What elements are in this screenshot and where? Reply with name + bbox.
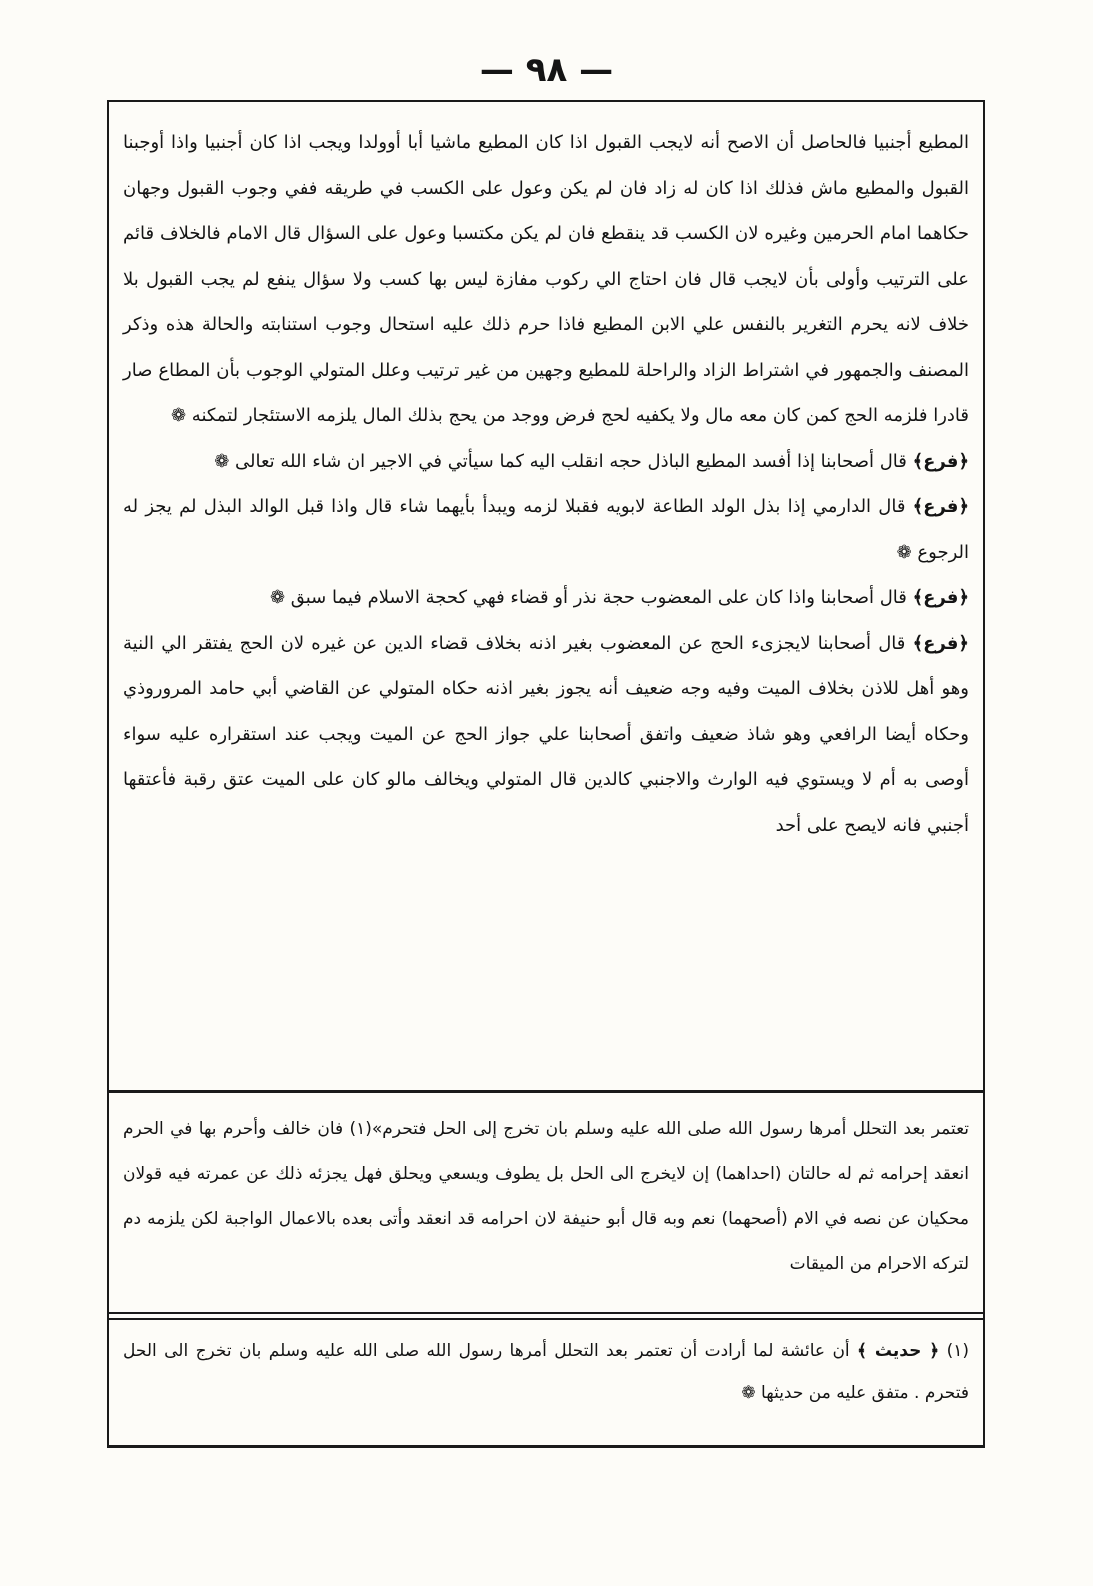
notes-paragraph: تعتمر بعد التحلل أمرها رسول الله صلى الله عليه وسلم بان تخرج إلى الحل فتحرم»(١) فان خالف وأحرم بها في الحرم انعقد إحرامه ثم له حالتان (احداهما) إن لايخرج الى الحل بل يطوف ويسعي ويحلق فهل يجزئه ذلك عن عمرته فيه قولان محكيان عن نصه في الام (أصحهما) نعم وبه قال أبو حنيفة لان احرامه قد انعقد وأتى بعده بالاعمال الواجبة لكن يلزمه دم لتركه الاحرام من الميقات — [123, 1119, 970, 1274]
main-text — [123, 120, 969, 848]
section-label: ﴿فرع﴾ — [912, 587, 969, 608]
section-far — [123, 621, 969, 849]
footnote — [123, 1330, 969, 1414]
section-far — [123, 575, 969, 621]
notes-divider — [109, 1090, 983, 1093]
section-label: ﴿فرع﴾ — [912, 450, 969, 472]
footnote-paragraph — [123, 1330, 969, 1414]
main-paragraph: المطيع أجنبيا فالحاصل أن الاصح أنه لايجب القبول اذا كان المطيع ماشيا أبا أوولدا ويجب اذا كان أجنبيا واذا أوجبنا القبول والمطيع ماش فذلك اذا كان له زاد فان لم يكن وعول على الكسب في طريقه ففي وجوب القبول وجهان حكاهما امام الحرمين وغيره لان الكسب قد ينقطع فان لم يكن مكتسبا وعول على السؤال قال الامام فالخلاف قائم على الترتيب وأولى بأن لايجب قال فان احتاج الي ركوب مفازة ليس بها كسب ولا سؤال ينفع لم يجب القبول بلا خلاف لانه يحرم التغرير بالنفس علي الابن المطيع فاذا حرم ذلك عليه استحال وجوب استنابته والحالة هذه وذكر المصنف والجمهور في اشتراط الزاد والراحلة للمطيع وجهين من غير ترتيب وعلل المتولي الوجوب بأن المطاع صار قادرا فلزمه الحج كمن كان معه مال ولا يكفيه لحج فرض ووجد من يحج بذلك المال يلزمه الاستئجار لتمكنه ❁ — [123, 132, 969, 426]
section-text: قال أصحابنا لايجزىء الحج عن المعضوب بغير اذنه بخلاف قضاء الدين عن غيره لان الحج يفتقر الي النية وهو أهل للاذن بخلاف الميت وفيه وجه ضعيف أنه يجوز بغير اذنه حكاه المتولي عن القاضي أبي حامد المروروذي وحكاه أيضا الرافعي وهو شاذ ضعيف واتفق أصحابنا علي جواز الحج عن الميت ويجب عند استقراره عليه سواء أوصى به أم لا ويستوي فيه الوارث والاجنبي كالدين قال المتولي ويخالف مالو كان على الميت عتق رقبة فأعتقها أجنبي فانه لايصح على أحد — [123, 632, 969, 836]
footnote-label: ﴿ حديث ﴾ — [857, 1341, 940, 1361]
section-label: ﴿فرع﴾ — [912, 496, 969, 517]
section-text: قال أصحابنا إذا أفسد المطيع الباذل حجه انقلب اليه كما سيأتي في الاجير ان شاء الله تعالى ❁ — [214, 450, 907, 472]
section-label: ﴿فرع﴾ — [912, 632, 969, 654]
footnote-number: (١) — [946, 1341, 969, 1361]
section-far — [123, 439, 969, 485]
footnote-divider — [109, 1312, 983, 1314]
footnote-divider-second — [109, 1318, 983, 1320]
page-number: — ٩٨ — — [479, 50, 614, 90]
notes-text — [123, 1107, 969, 1287]
section-text: قال الدارمي إذا بذل الولد الطاعة لابويه فقبلا لزمه ويبدأ بأيهما شاء قال واذا قبل الوالد البذل لم يجز له الرجوع ❁ — [123, 496, 969, 563]
section-text: قال أصحابنا واذا كان على المعضوب حجة نذر أو قضاء فهي كحجة الاسلام فيما سبق ❁ — [269, 587, 907, 608]
footnote-body: أن عائشة لما أرادت أن تعتمر بعد التحلل أمرها رسول الله صلى الله عليه وسلم بان تخرج الى الحل فتحرم . متفق عليه من حديثها ❁ — [123, 1341, 969, 1403]
page-frame — [107, 100, 985, 1448]
section-far — [123, 484, 969, 575]
